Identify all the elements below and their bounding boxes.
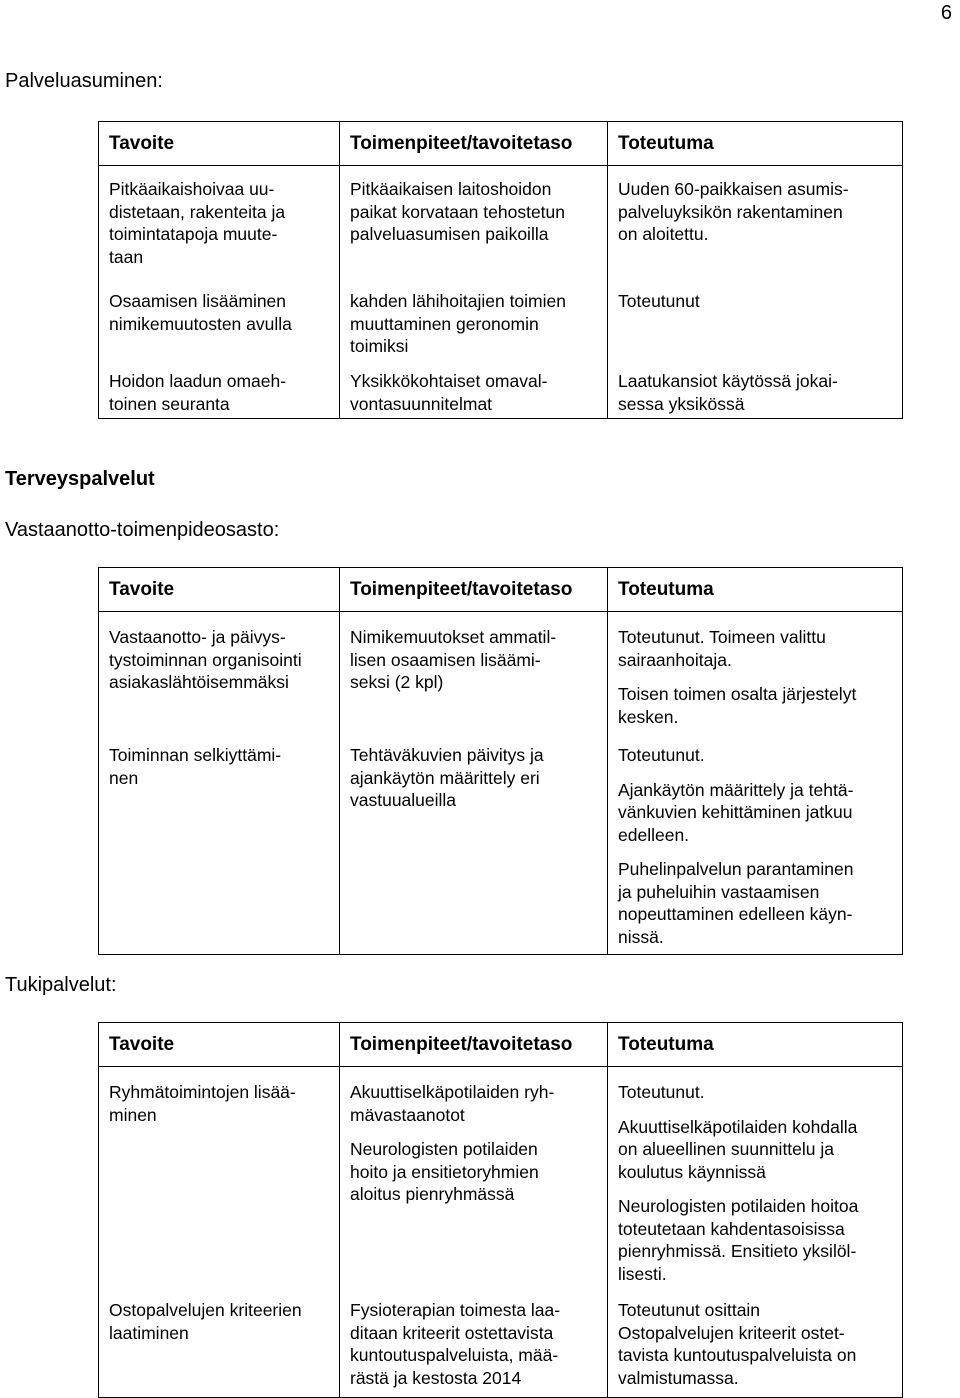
text-line: Toteutunut osittain — [618, 1300, 761, 1320]
text-line: Akuuttiselkäpotilaiden kohdalla — [618, 1116, 858, 1137]
text-line: toinen seuranta — [109, 393, 230, 414]
text-line: Laatukansiot käytössä jokai- — [618, 371, 838, 391]
text-line: mävastaanotot — [350, 1104, 465, 1125]
text-line: Toteutunut — [618, 291, 700, 311]
text-line: Tehtäväkuvien päivitys ja — [350, 745, 544, 765]
header-toimenpiteet: Toimenpiteet/tavoitetaso — [340, 122, 608, 166]
text-line: Ostopalvelujen kriteerien — [109, 1300, 302, 1320]
text-line: muuttaminen geronomin — [350, 313, 539, 334]
text-line: sairaanhoitaja. — [618, 649, 732, 670]
text-line: nen — [109, 767, 139, 788]
cell-toimenpiteet — [340, 166, 608, 285]
text-line: paikat korvataan tehostetun — [350, 201, 566, 222]
text-line: Toisen toimen osalta järjestelyt — [618, 684, 857, 704]
table-header-row — [99, 568, 903, 612]
header-toimenpiteet: Toimenpiteet/tavoitetaso — [340, 1023, 608, 1067]
cell-tavoite — [99, 166, 340, 285]
table-row — [99, 284, 903, 368]
text-line: toimiksi — [350, 336, 409, 356]
text-line: nissä. — [618, 926, 664, 947]
header-tavoite: Tavoite — [99, 568, 340, 612]
text-line: palveluasumisen paikoilla — [350, 224, 549, 244]
text-line: asiakaslähtöisemmäksi — [109, 672, 289, 692]
text-line: vontasuunnitelmat — [350, 393, 493, 414]
text-line: Neurologisten potilaiden — [350, 1139, 538, 1159]
text-line: Ryhmätoimintojen lisää- — [109, 1082, 296, 1102]
text-line: Puhelinpalvelun parantaminen — [618, 859, 854, 879]
text-line: Akuuttiselkäpotilaiden ryh- — [350, 1082, 555, 1102]
cell-toimenpiteet — [340, 612, 608, 745]
toteutuma-paragraph — [618, 1322, 892, 1390]
cell-tavoite — [99, 368, 340, 419]
text-line: on alueellinen suunnittelu ja — [618, 1139, 834, 1159]
table-header-row — [99, 122, 903, 166]
cell-toimenpiteet — [340, 1299, 608, 1398]
text-line: Pitkäaikaishoivaa uu- — [109, 179, 275, 199]
text-line: koulutus käynnissä — [618, 1161, 766, 1182]
text-line: lisen osaamisen lisäämi- — [350, 649, 541, 670]
text-line: Fysioterapian toimesta laa- — [350, 1300, 561, 1320]
toteutuma-paragraph — [618, 1081, 892, 1104]
section-heading-vastaanotto: Vastaanotto-toimenpideosasto: — [5, 519, 280, 541]
section-heading-tukipalvelut: Tukipalvelut: — [5, 974, 117, 996]
toteutuma-paragraph — [618, 779, 892, 847]
toteutuma-paragraph — [618, 683, 892, 728]
table-header-row — [99, 1023, 903, 1067]
text-line: valmistumassa. — [618, 1367, 739, 1388]
text-line: toimintatapoja muute- — [109, 224, 278, 244]
text-line: Neurologisten potilaiden hoitoa — [618, 1196, 859, 1216]
toimenpide-paragraph — [350, 1081, 597, 1126]
cell-toimenpiteet — [340, 744, 608, 955]
table-row — [99, 744, 903, 955]
vastaanotto-table — [98, 567, 903, 955]
cell-toteutuma — [608, 612, 903, 745]
table-row — [99, 1299, 903, 1398]
text-line: hoito ja ensitietoryhmien — [350, 1161, 539, 1182]
header-tavoite: Tavoite — [99, 122, 340, 166]
text-line: kuntoutuspalveluista, mää- — [350, 1345, 559, 1365]
cell-toteutuma — [608, 1299, 903, 1398]
text-line: palveluyksikön rakentaminen — [618, 201, 843, 222]
text-line: Toteutunut. — [618, 745, 705, 765]
toimenpide-paragraph — [350, 1138, 597, 1206]
toteutuma-paragraph — [618, 1195, 892, 1285]
text-line: seksi (2 kpl) — [350, 672, 444, 692]
text-line: vänkuvien kehittäminen jatkuu — [618, 802, 853, 822]
text-line: nopeuttaminen edelleen käyn- — [618, 904, 853, 924]
text-line: sessa yksikössä — [618, 393, 745, 414]
header-toimenpiteet: Toimenpiteet/tavoitetaso — [340, 568, 608, 612]
text-line: Ajankäytön määrittely ja tehtä- — [618, 779, 854, 800]
cell-toimenpiteet — [340, 368, 608, 419]
text-line: Osaamisen lisääminen — [109, 291, 287, 311]
header-toteutuma: Toteutuma — [608, 122, 903, 166]
text-line: pienryhmissä. Ensitieto yksilöl- — [618, 1241, 857, 1261]
text-line: taan — [109, 246, 144, 267]
cell-toteutuma — [608, 368, 903, 419]
text-line: Toiminnan selkiyttämi- — [109, 745, 282, 765]
cell-tavoite — [99, 612, 340, 745]
text-line: tavista kuntoutuspalveluista on — [618, 1345, 857, 1365]
text-line: Toteutunut. Toimeen valittu — [618, 627, 826, 647]
text-line: Uuden 60-paikkaisen asumis- — [618, 179, 849, 199]
text-line: Toteutunut. — [618, 1082, 705, 1102]
text-line: distetaan, rakenteita ja — [109, 201, 286, 222]
table-row — [99, 612, 903, 745]
toteutuma-paragraph — [618, 1299, 892, 1322]
cell-toimenpiteet — [340, 284, 608, 368]
section-heading-terveyspalvelut: Terveyspalvelut — [5, 468, 155, 490]
text-line: Nimikemuutokset ammatil- — [350, 627, 557, 647]
palveluasuminen-table — [98, 121, 903, 419]
text-line: nimikemuutosten avulla — [109, 313, 292, 334]
table-row — [99, 368, 903, 419]
text-line: Yksikkökohtaiset omaval- — [350, 371, 548, 391]
text-line: edelleen. — [618, 824, 690, 845]
cell-toteutuma — [608, 284, 903, 368]
cell-tavoite — [99, 284, 340, 368]
toteutuma-paragraph — [618, 858, 892, 948]
cell-toteutuma — [608, 1067, 903, 1300]
text-line: lisesti. — [618, 1263, 667, 1284]
text-line: ajankäytön määrittely eri — [350, 767, 540, 788]
text-line: on aloitettu. — [618, 224, 709, 244]
toteutuma-paragraph — [618, 744, 892, 767]
cell-tavoite — [99, 744, 340, 955]
page-number: 6 — [940, 2, 952, 24]
text-line: minen — [109, 1104, 157, 1125]
text-line: tystoiminnan organisointi — [109, 649, 302, 670]
toteutuma-paragraph — [618, 1116, 892, 1184]
section-heading-palveluasuminen: Palveluasuminen: — [5, 70, 163, 92]
text-line: vastuualueilla — [350, 790, 457, 810]
text-line: toteutetaan kahdentasoisissa — [618, 1218, 845, 1239]
cell-toteutuma — [608, 744, 903, 955]
cell-toimenpiteet — [340, 1067, 608, 1300]
cell-tavoite — [99, 1067, 340, 1300]
header-toteutuma: Toteutuma — [608, 1023, 903, 1067]
text-line: aloitus pienryhmässä — [350, 1184, 515, 1204]
text-line: kesken. — [618, 706, 679, 727]
cell-tavoite — [99, 1299, 340, 1398]
text-line: laatiminen — [109, 1322, 189, 1343]
table-row — [99, 166, 903, 285]
text-line: ditaan kriteerit ostettavista — [350, 1322, 554, 1343]
text-line: Hoidon laadun omaeh- — [109, 371, 287, 391]
text-line: Ostopalvelujen kriteerit ostet- — [618, 1322, 845, 1343]
table-row — [99, 1067, 903, 1300]
text-line: Vastaanotto- ja päivys- — [109, 627, 286, 647]
header-toteutuma: Toteutuma — [608, 568, 903, 612]
text-line: Pitkäaikaisen laitoshoidon — [350, 179, 552, 199]
text-line: ja puheluihin vastaamisen — [618, 881, 820, 902]
cell-toteutuma — [608, 166, 903, 285]
tukipalvelut-table — [98, 1022, 903, 1398]
toteutuma-paragraph — [618, 626, 892, 671]
text-line: rästä ja kestosta 2014 — [350, 1367, 522, 1388]
header-tavoite: Tavoite — [99, 1023, 340, 1067]
text-line: kahden lähihoitajien toimien — [350, 291, 566, 311]
